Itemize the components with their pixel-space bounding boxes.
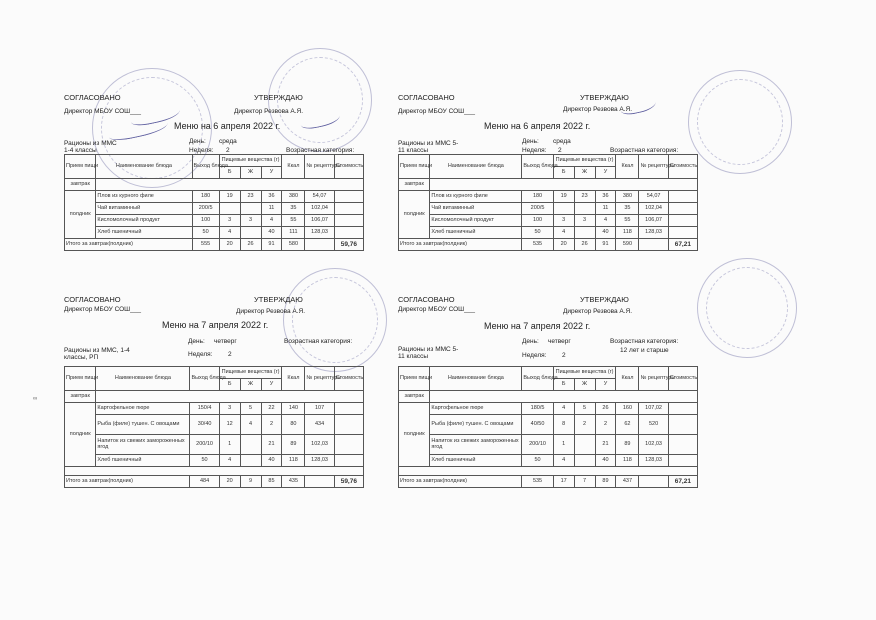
table-row: Хлеб пшеничный 50 4 40 118 128,03 — [399, 227, 698, 239]
col-recipe: № рецептуры — [639, 155, 668, 179]
menu-title: Меню на 7 апреля 2022 г. — [162, 320, 269, 330]
day-value: четверг — [548, 338, 571, 345]
table-row: Рыба (филе) тушен. С овощами 40/50 8 2 2 62 520 — [399, 415, 698, 435]
age-label: Возрастная категория: — [286, 147, 355, 154]
day-label: День: — [189, 138, 206, 145]
table-row: полдник Плов из курного филе 180 19 23 36 380 54,07 — [65, 191, 364, 203]
table-row: полдник Картофельное пюре 150/4 3 5 22 140 107 — [65, 403, 364, 415]
col-kcal: Ккал — [616, 155, 639, 179]
col-recipe: № рецептуры — [305, 367, 334, 391]
col-output: Выход блюда — [192, 155, 219, 179]
col-j: Ж — [240, 379, 261, 391]
director-name: Директор Резвова А.Я. — [236, 308, 306, 315]
week-value: 2 — [558, 147, 562, 154]
col-b: Б — [553, 167, 574, 179]
table-row: Чай витаминный 200/5 11 35 102,04 — [65, 203, 364, 215]
meal-label: полдник — [399, 403, 430, 467]
table-row: Рыба (филе) тушен. С овощами 30/40 12 4 2 80 434 — [65, 415, 364, 435]
meal-label: завтрак — [65, 391, 96, 403]
col-kcal: Ккал — [282, 367, 305, 391]
col-dish: Наименование блюда — [430, 367, 522, 391]
menu-block — [398, 94, 698, 251]
utv-label: УТВЕРЖДАЮ — [254, 93, 303, 102]
week-value: 2 — [562, 352, 566, 359]
menu-block — [64, 94, 364, 251]
col-b: Б — [219, 379, 240, 391]
col-cost: Стоимость — [668, 155, 697, 179]
menu-title: Меню на 6 апреля 2022 г. — [174, 121, 281, 131]
utv-label: УТВЕРЖДАЮ — [580, 295, 629, 304]
ration-label: Рационы из ММС 5-11 классы — [398, 140, 459, 155]
day-label: День: — [522, 138, 539, 145]
week-label: Неделя: — [522, 147, 547, 154]
meal-label: полдник — [399, 191, 430, 239]
week-value: 2 — [226, 147, 230, 154]
col-meal: Прием пищи — [65, 367, 96, 391]
week-label: Неделя: — [189, 147, 214, 154]
col-j: Ж — [574, 167, 595, 179]
table-row: Кисломолочный продукт 100 3 3 4 55 106,07 — [399, 215, 698, 227]
col-output: Выход блюда — [522, 367, 553, 391]
director-name: Директор Резвова А.Я. — [563, 308, 633, 315]
ration-label: Рационы из ММС 1-4 классы — [64, 140, 117, 155]
col-dish: Наименование блюда — [430, 155, 522, 179]
menu-block — [398, 296, 698, 488]
director-school: Директор МБОУ СОШ___ — [398, 108, 475, 115]
sogl-label: СОГЛАСОВАНО — [64, 93, 121, 102]
col-kcal: Ккал — [616, 367, 639, 391]
col-j: Ж — [240, 167, 261, 179]
table-row: Хлеб пшеничный 50 4 40 118 128,03 — [65, 455, 364, 467]
col-u: У — [595, 379, 616, 391]
col-u: У — [261, 167, 282, 179]
day-value: среда — [553, 138, 571, 145]
total-row: Итого за завтрак(полдник) 555 20 26 91 580 59,76 — [65, 239, 364, 251]
age-value: 12 лет и старше — [620, 347, 669, 354]
menu-table — [398, 154, 698, 251]
col-b: Б — [219, 167, 240, 179]
col-meal: Прием пищи — [65, 155, 96, 179]
total-row: Итого за завтрак(полдник) 484 20 9 85 435 59,76 — [65, 476, 364, 488]
margin-mark: ∞ — [33, 396, 38, 402]
menu-table — [64, 366, 364, 488]
col-u: У — [595, 167, 616, 179]
menu-table — [398, 366, 698, 488]
meal-label: полдник — [65, 191, 96, 239]
col-cost: Стоимость — [334, 367, 363, 391]
menu-block — [64, 296, 364, 488]
table-row: Напиток из свежих замороженных ягод 200/10 1 21 89 102,03 — [65, 435, 364, 455]
col-nutrients: Пищевые вещества (г) — [219, 155, 282, 167]
meal-label: завтрак — [65, 179, 96, 191]
col-nutrients: Пищевые вещества (г) — [553, 155, 616, 167]
col-b: Б — [553, 379, 574, 391]
utv-label: УТВЕРЖДАЮ — [580, 93, 629, 102]
meal-label: полдник — [65, 403, 96, 467]
table-row: полдник Картофельное пюре 180/5 4 5 26 160 107,02 — [399, 403, 698, 415]
age-label: Возрастная категория: — [610, 147, 679, 154]
menu-title: Меню на 7 апреля 2022 г. — [484, 321, 591, 331]
sogl-label: СОГЛАСОВАНО — [398, 93, 455, 102]
day-value: среда — [219, 138, 237, 145]
table-row: полдник Плов из курного филе 180 19 23 36 380 54,07 — [399, 191, 698, 203]
col-output: Выход блюда — [190, 367, 219, 391]
age-label: Возрастная категория: — [284, 338, 353, 345]
round-seal-stamp — [697, 258, 797, 358]
table-row: Чай витаминный 200/5 11 35 102,04 — [399, 203, 698, 215]
sogl-label: СОГЛАСОВАНО — [398, 295, 455, 304]
director-school: Директор МБОУ СОШ___ — [398, 306, 475, 313]
meal-label: завтрак — [399, 179, 430, 191]
week-value: 2 — [228, 351, 232, 358]
round-seal-stamp — [688, 70, 792, 174]
age-label: Возрастная категория: — [610, 338, 679, 345]
col-j: Ж — [574, 379, 595, 391]
col-nutrients: Пищевые вещества (г) — [553, 367, 616, 379]
table-row: Напиток из свежих замороженных ягод 200/10 1 21 89 102,03 — [399, 435, 698, 455]
col-dish: Наименование блюда — [96, 155, 192, 179]
col-dish: Наименование блюда — [96, 367, 190, 391]
table-row: Хлеб пшеничный 50 4 40 118 128,03 — [399, 455, 698, 467]
day-value: четверг — [214, 338, 237, 345]
director-school: Директор МБОУ СОШ___ — [64, 306, 141, 313]
menu-table — [64, 154, 364, 251]
col-output: Выход блюда — [522, 155, 553, 179]
director-name: Директор Резвова А.Я. — [563, 106, 633, 113]
week-label: Неделя: — [188, 351, 213, 358]
day-label: День: — [522, 338, 539, 345]
ration-label: Рационы из ММС 5-11 классы — [398, 346, 459, 361]
week-label: Неделя: — [522, 352, 547, 359]
meal-label: завтрак — [399, 391, 430, 403]
day-label: День: — [188, 338, 205, 345]
col-cost: Стоимость — [668, 367, 697, 391]
col-meal: Прием пищи — [399, 155, 430, 179]
total-row: Итого за завтрак(полдник) 535 20 26 91 590 67,21 — [399, 239, 698, 251]
sogl-label: СОГЛАСОВАНО — [64, 295, 121, 304]
menu-title: Меню на 6 апреля 2022 г. — [484, 121, 591, 131]
director-name: Директор Резвова А.Я. — [234, 108, 304, 115]
col-kcal: Ккал — [282, 155, 305, 179]
col-meal: Прием пищи — [399, 367, 430, 391]
utv-label: УТВЕРЖДАЮ — [254, 295, 303, 304]
table-row: Кисломолочный продукт 100 3 3 4 55 106,07 — [65, 215, 364, 227]
director-school: Директор МБОУ СОШ___ — [64, 108, 141, 115]
ration-label: Рационы из ММС, 1-4 классы, РП — [64, 347, 130, 362]
total-row: Итого за завтрак(полдник) 535 17 7 89 437 67,21 — [399, 476, 698, 488]
col-u: У — [261, 379, 282, 391]
col-nutrients: Пищевые вещества (г) — [219, 367, 282, 379]
col-recipe: № рецептуры — [305, 155, 334, 179]
table-row: Хлеб пшеничный 50 4 40 111 128,03 — [65, 227, 364, 239]
col-recipe: № рецептуры — [639, 367, 668, 391]
col-cost: Стоимость — [334, 155, 363, 179]
